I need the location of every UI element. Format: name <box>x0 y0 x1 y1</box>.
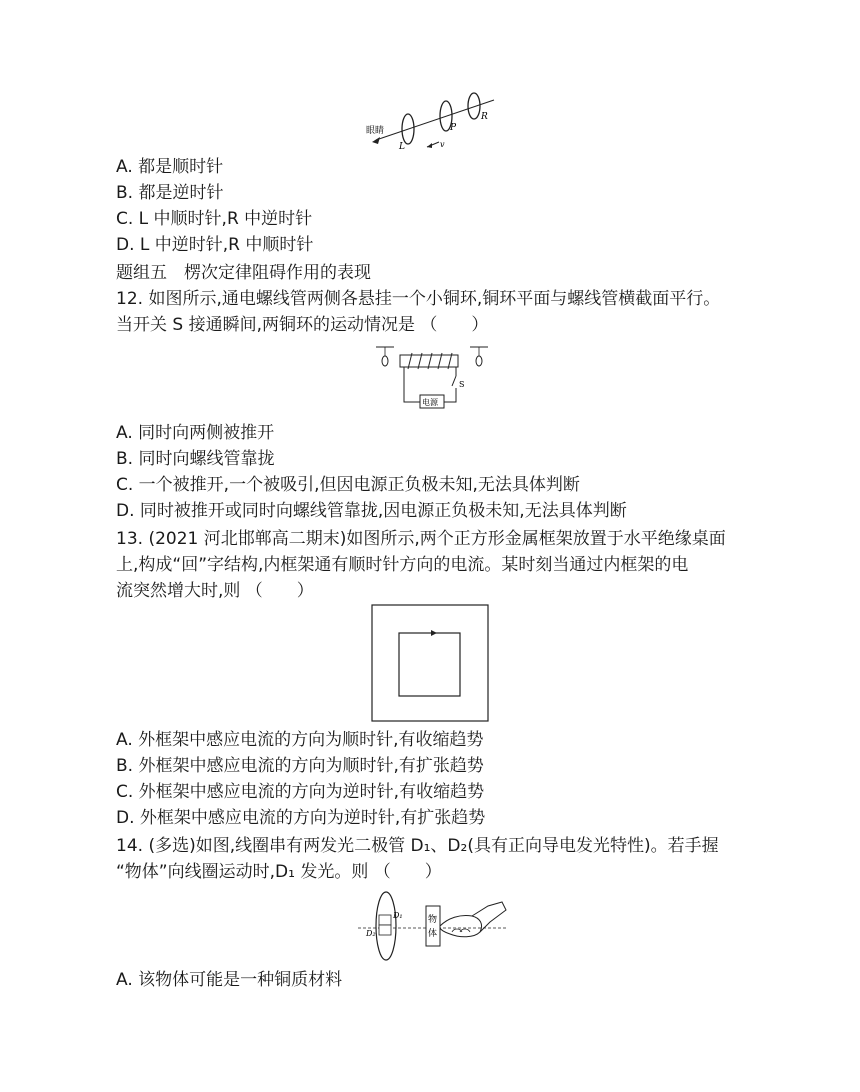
q11-option-c: C. L 中顺时针,R 中逆时针 <box>116 209 313 229</box>
q13-option-d: D. 外框架中感应电流的方向为逆时针,有扩张趋势 <box>116 808 486 828</box>
copper-ring-right <box>476 356 482 366</box>
q14-stem-line2: “物体”向线圈运动时,D₁ 发光。则 （ ） <box>116 862 442 882</box>
q12-option-b: B. 同时向螺线管靠拢 <box>116 449 275 469</box>
q13-stem-line3: 流突然增大时,则 （ ） <box>116 581 314 601</box>
diode-D2 <box>379 925 391 935</box>
figure-q14-coil-hand <box>356 888 508 964</box>
current-direction-arrow <box>431 630 437 636</box>
svg-text:R: R <box>481 112 488 122</box>
wrist <box>472 902 506 932</box>
q12-stem-line2: 当开关 S 接通瞬间,两铜环的运动情况是 （ ） <box>116 315 489 335</box>
object-label-2: 体 <box>428 929 438 939</box>
q11-option-d: D. L 中逆时针,R 中顺时针 <box>116 235 314 255</box>
eye-label: 眼睛 <box>366 126 385 136</box>
q13-option-b: B. 外框架中感应电流的方向为顺时针,有扩张趋势 <box>116 756 484 776</box>
q13-option-c: C. 外框架中感应电流的方向为逆时针,有收缩趋势 <box>116 782 485 802</box>
copper-ring-left <box>382 356 388 366</box>
svg-text:L: L <box>399 142 405 152</box>
svg-text:D₁: D₁ <box>393 911 403 920</box>
q14-option-a: A. 该物体可能是一种铜质材料 <box>116 970 343 990</box>
object-label-1: 物 <box>428 915 438 925</box>
ring-R <box>468 93 480 119</box>
eye-icon <box>372 137 380 144</box>
figure-q11-rings <box>364 92 504 154</box>
q12-option-a: A. 同时向两侧被推开 <box>116 423 275 443</box>
svg-text:S: S <box>459 380 465 389</box>
q13-stem-line2: 上,构成“回”字结构,内框架通有顺时针方向的电流。某时刻当通过内框架的电 <box>116 555 689 575</box>
hand <box>440 915 482 936</box>
q11-option-a: A. 都是顺时针 <box>116 157 224 177</box>
inner-frame <box>399 633 460 696</box>
figure-q13-frames <box>371 604 491 724</box>
outer-frame <box>372 605 488 721</box>
q13-stem-line1: 13. (2021 河北邯郸高二期末)如图所示,两个正方形金属框架放置于水平绝缘桌面 <box>116 529 726 549</box>
q12-stem-line1: 12. 如图所示,通电螺线管两侧各悬挂一个小铜环,铜环平面与螺线管横截面平行。 <box>116 289 721 309</box>
q12-option-c: C. 一个被推开,一个被吸引,但因电源正负极未知,无法具体判断 <box>116 475 580 495</box>
diode-D1 <box>379 915 391 925</box>
figure-q12-solenoid <box>372 342 492 410</box>
q12-option-d: D. 同时被推开或同时向螺线管靠拢,因电源正负极未知,无法具体判断 <box>116 501 627 521</box>
svg-text:v: v <box>440 140 445 149</box>
q13-option-a: A. 外框架中感应电流的方向为顺时针,有收缩趋势 <box>116 730 484 750</box>
svg-text:D₂: D₂ <box>366 929 376 938</box>
section-title: 题组五 楞次定律阻碍作用的表现 <box>116 263 371 283</box>
object-block <box>426 906 440 946</box>
svg-text:电源: 电源 <box>422 398 438 407</box>
q11-option-b: B. 都是逆时针 <box>116 183 224 203</box>
switch-S <box>452 376 456 386</box>
q14-stem-line1: 14. (多选)如图,线圈串有两发光二极管 D₁、D₂(具有正向导电发光特性)。若手握 <box>116 836 719 856</box>
svg-text:P: P <box>450 123 457 133</box>
